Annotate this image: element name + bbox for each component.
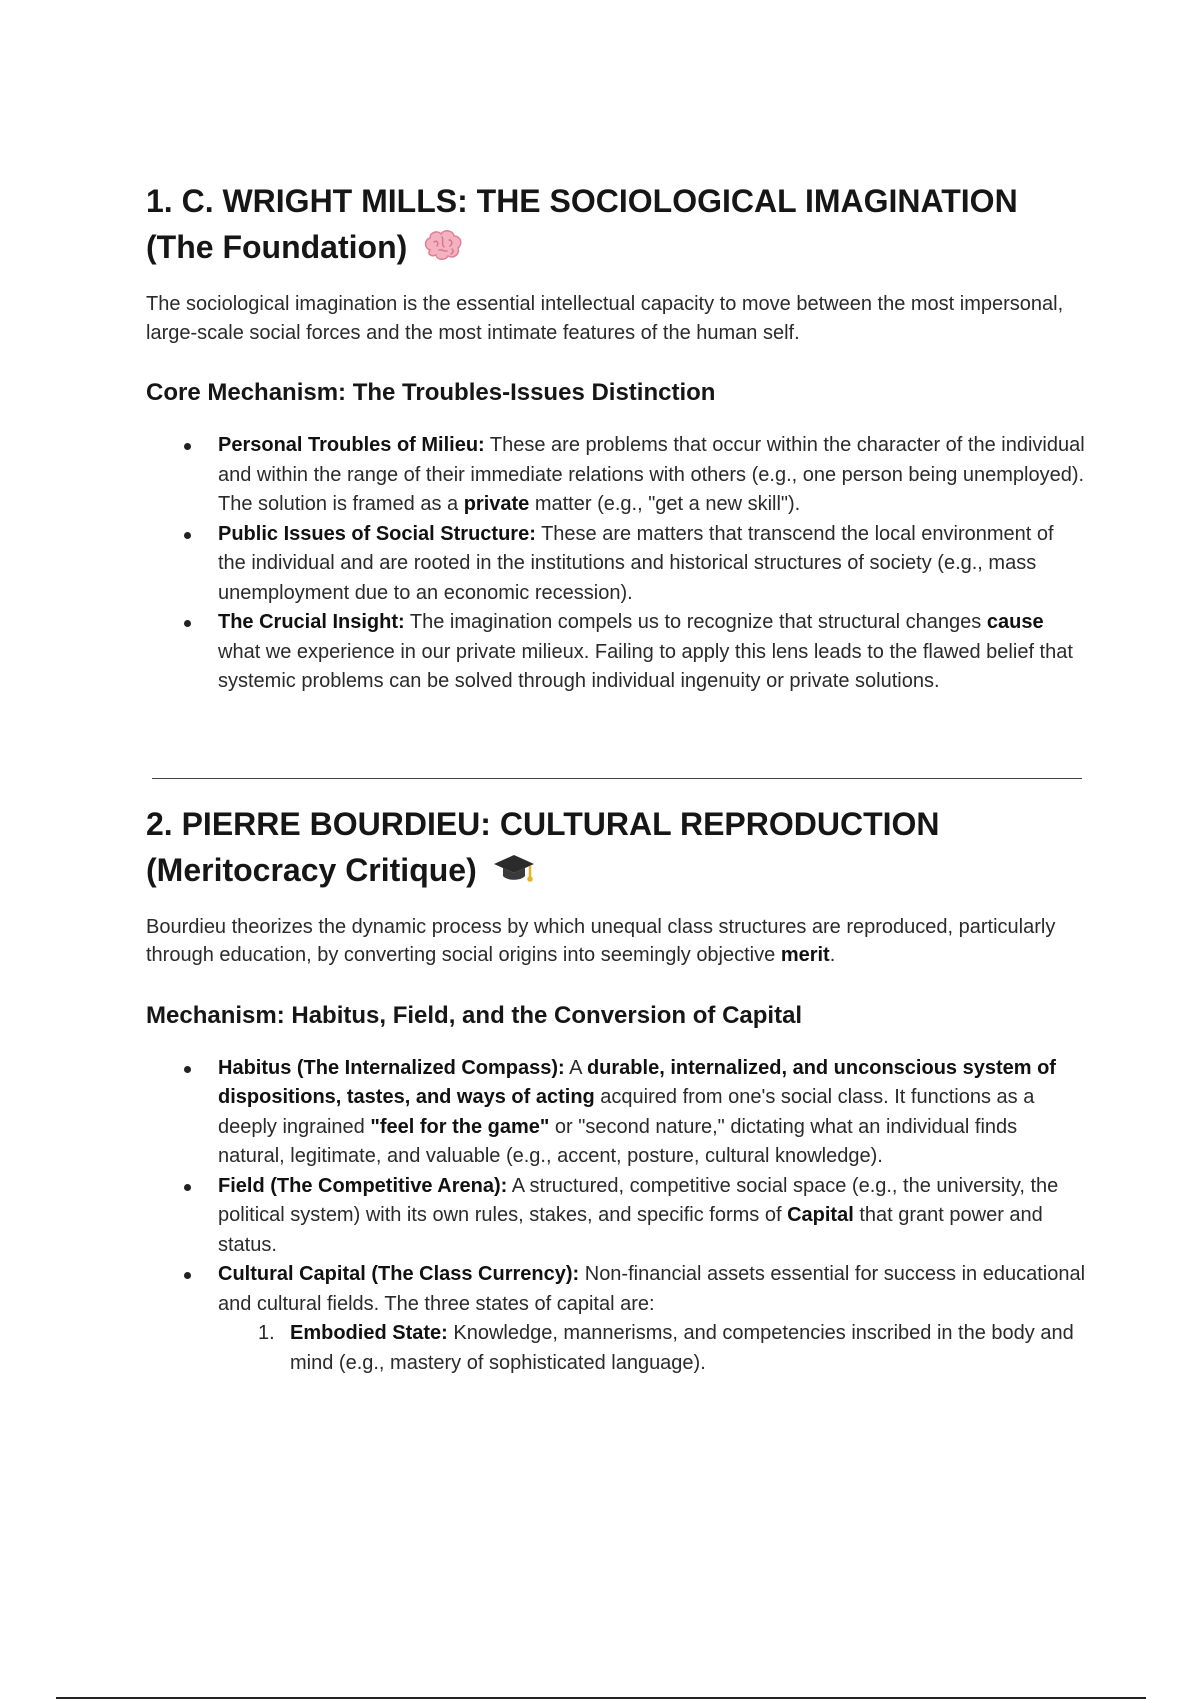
bullet-icon xyxy=(184,1272,191,1279)
numbered-sublist xyxy=(218,1319,1086,1378)
bullet-text: Non-financial assets essential for success in educational and cultural fields. The three states of capital are: xyxy=(218,1263,1086,1315)
bullet-text: what we experience in our private milieux. Failing to apply this lens leads to the flawed belief that systemic problems can be solved through individual ingenuity or private solutions. xyxy=(218,640,1073,692)
section1-title-line1: 1. C. WRIGHT MILLS: THE SOCIOLOGICAL IMAGINATION xyxy=(146,183,1018,219)
bullet-icon xyxy=(184,620,191,627)
section1-title xyxy=(146,178,1086,274)
bullet-label: Personal Troubles of Milieu: xyxy=(218,434,485,456)
section2-title-line1: 2. PIERRE BOURDIEU: CULTURAL REPRODUCTION xyxy=(146,805,940,842)
bullet-icon xyxy=(184,1184,191,1191)
section2-intro xyxy=(146,913,1086,970)
list-item xyxy=(146,1260,1086,1378)
bullet-text: or "second nature," dictating what an individual finds natural, legitimate, and valuable (e.g., accent, posture, cultural knowledge). xyxy=(218,1115,1018,1167)
list-item xyxy=(146,1172,1086,1261)
bullet-bold: private xyxy=(463,493,530,515)
section2-bullet-list xyxy=(146,1054,1086,1379)
section2-title xyxy=(146,801,1086,897)
section1-subheading: Core Mechanism: The Troubles-Issues Distinction xyxy=(146,379,716,406)
graduation-cap-icon xyxy=(492,851,536,897)
section2-intro-end: . xyxy=(829,944,836,966)
section2-intro-bold: merit xyxy=(780,944,830,966)
list-item xyxy=(146,608,1086,697)
numbered-item xyxy=(218,1319,1086,1378)
bullet-bold: durable, internalized, and unconscious system of dispositions, tastes, and ways of acting xyxy=(218,1056,1056,1108)
page-bottom-rule xyxy=(56,1697,1146,1699)
list-item xyxy=(146,1054,1086,1172)
section1-title-line2: (The Foundation) xyxy=(146,229,408,265)
bullet-label: Cultural Capital (The Class Currency): xyxy=(218,1263,580,1285)
bullet-label: Field (The Competitive Arena): xyxy=(218,1174,508,1197)
bullet-text: A xyxy=(564,1056,587,1079)
bullet-text: that grant power and status. xyxy=(218,1204,1043,1256)
bullet-icon xyxy=(184,1066,191,1073)
bullet-bold: Capital xyxy=(787,1204,854,1226)
bullet-text: A structured, competitive social space (e.g., the university, the political system) with its own rules, stakes, and specific forms of xyxy=(218,1174,1059,1226)
section2-intro-text: Bourdieu theorizes the dynamic process by which unequal class structures are reproduced, particularly through education, by converting social origins into seemingly objective xyxy=(146,915,1056,966)
bullet-bold: cause xyxy=(986,611,1044,633)
bullet-icon xyxy=(184,532,191,539)
bullet-text: matter (e.g., "get a new skill"). xyxy=(529,493,801,515)
section1-bullet-list xyxy=(146,431,1086,697)
numbered-text: Knowledge, mannerisms, and competencies inscribed in the body and mind (e.g., mastery of sophisticated language). xyxy=(290,1322,1074,1374)
bullet-label: Public Issues of Social Structure: xyxy=(218,522,536,545)
bullet-text: These are matters that transcend the local environment of the individual and are rooted in the institutions and historical structures of society (e.g., mass unemployment due to an economic recession). xyxy=(218,522,1054,604)
section-divider xyxy=(152,778,1082,779)
list-item xyxy=(146,520,1086,609)
numbered-label: Embodied State: xyxy=(290,1322,448,1344)
brain-icon xyxy=(422,228,464,274)
bullet-icon xyxy=(184,443,191,450)
bullet-text: The imagination compels us to recognize that structural changes xyxy=(404,611,987,633)
bullet-label: Habitus (The Internalized Compass): xyxy=(218,1056,565,1079)
section2-title-line2: (Meritocracy Critique) xyxy=(146,851,477,888)
bullet-label: The Crucial Insight: xyxy=(218,611,405,633)
list-item xyxy=(146,431,1086,520)
item-number: 1. xyxy=(258,1322,275,1344)
bullet-text: acquired from one's social class. It functions as a deeply ingrained xyxy=(218,1086,1035,1138)
bullet-text: These are problems that occur within the character of the individual and within the range of their immediate relations with others (e.g., one person being unemployed). The solution is framed as a xyxy=(218,434,1085,515)
section2-subheading: Mechanism: Habitus, Field, and the Conversion of Capital xyxy=(146,1001,803,1029)
bullet-bold: "feel for the game" xyxy=(370,1115,550,1138)
section1-intro: The sociological imagination is the essential intellectual capacity to move between the most impersonal, large-scale social forces and the most intimate features of the human self. xyxy=(146,293,1064,344)
